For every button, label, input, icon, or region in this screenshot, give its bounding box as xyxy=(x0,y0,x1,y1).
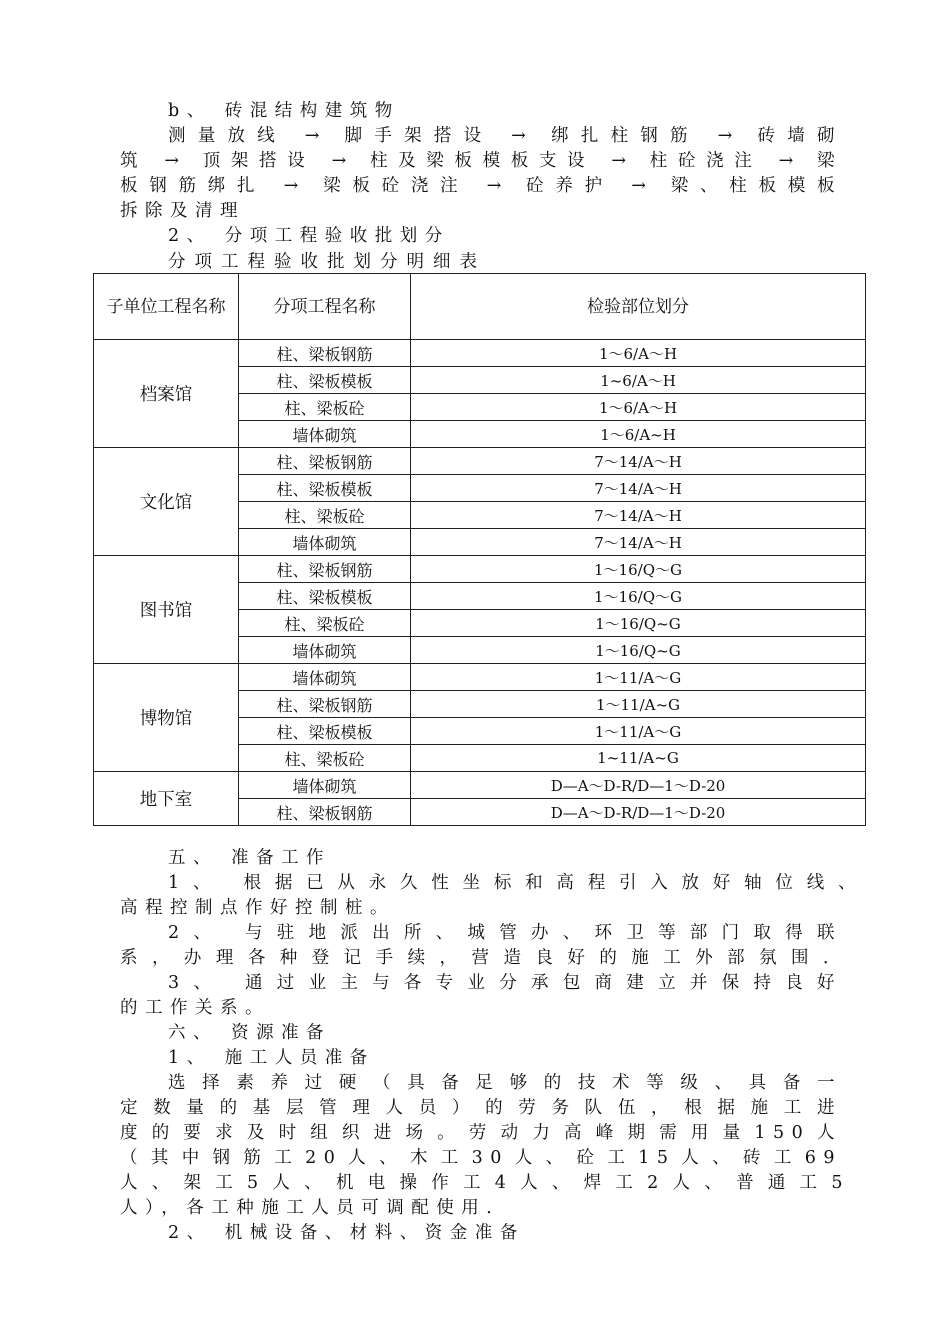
unit-cell: 档案馆 xyxy=(94,340,239,448)
item-cell: 柱、梁板钢筋 xyxy=(239,448,411,475)
header-sub-unit: 子单位工程名称 xyxy=(94,274,239,340)
range-cell: D—A～D-R/D—1～D-20 xyxy=(411,799,866,826)
table-row xyxy=(94,664,866,691)
section6-line-5: 人、架工5人、机电操作工4人、焊工2人、普通工5 xyxy=(120,1173,850,1193)
flow-line-3: 板钢筋绑扎 → 梁板砼浇注 → 砼养护 → 梁、柱板模板 xyxy=(120,176,842,196)
section6-line-2: 定数量的基层管理人员）的劳务队伍，根据施工进 xyxy=(120,1098,842,1118)
section6-line-4: （其中钢筋工20人、木工30人、砼工15人、砖工69 xyxy=(120,1148,842,1168)
range-cell: 1～16/Q～G xyxy=(411,583,866,610)
heading-b: b、 砖混结构建筑物 xyxy=(168,101,400,121)
range-cell: 1～11/A～G xyxy=(411,718,866,745)
section6-sub2: 2、 机械设备、材料、资金准备 xyxy=(168,1223,525,1243)
item-cell: 柱、梁板模板 xyxy=(239,583,411,610)
flow-line-2: 筑 → 顶架搭设 → 柱及梁板模板支设 → 柱砼浇注 → 梁 xyxy=(120,151,842,171)
section5-line-6: 的工作关系。 xyxy=(120,998,270,1018)
table-row xyxy=(94,448,866,475)
item-cell: 墙体砌筑 xyxy=(239,664,411,691)
item-cell: 柱、梁板钢筋 xyxy=(239,556,411,583)
item-cell: 柱、梁板模板 xyxy=(239,475,411,502)
section6-line-1: 选择素养过硬（具备足够的技术等级、具备一 xyxy=(168,1073,842,1093)
unit-cell: 图书馆 xyxy=(94,556,239,664)
item-cell: 墙体砌筑 xyxy=(239,529,411,556)
range-cell: 1~6/A～H xyxy=(411,367,866,394)
item-cell: 柱、梁板模板 xyxy=(239,718,411,745)
table-row xyxy=(94,340,866,367)
range-cell: 1～6/A～H xyxy=(411,340,866,367)
range-cell: D—A～D-R/D—1～D-20 xyxy=(411,772,866,799)
section5-line-3: 2、 与驻地派出所、城管办、环卫等部门取得联 xyxy=(168,923,842,943)
item-cell: 柱、梁板模板 xyxy=(239,367,411,394)
range-cell: 1～6/A～H xyxy=(411,394,866,421)
table-title: 分项工程验收批划分明细表 xyxy=(168,252,486,272)
item-cell: 柱、梁板钢筋 xyxy=(239,691,411,718)
table-header-row xyxy=(94,274,866,340)
section5-line-5: 3、 通过业主与各专业分承包商建立并保持良好 xyxy=(168,973,842,993)
section6-heading: 六、 资源准备 xyxy=(168,1023,332,1043)
flow-line-1: 测量放线 → 脚手架搭设 → 绑扎柱钢筋 → 砖墙砌 xyxy=(168,126,842,146)
range-cell: 1～16/Q~G xyxy=(411,610,866,637)
inspection-division-table xyxy=(93,273,866,826)
section6-line-6: 人），各工种施工人员可调配使用． xyxy=(120,1198,512,1218)
section5-line-2: 高程控制点作好控制桩。 xyxy=(120,898,395,918)
section5-line-4: 系，办理各种登记手续，营造良好的施工外部氛围． xyxy=(120,948,848,968)
range-cell: 1~11/A~G xyxy=(411,745,866,772)
table-row xyxy=(94,556,866,583)
flow-line-4: 拆除及清理 xyxy=(120,201,245,221)
section6-sub1: 1、 施工人员准备 xyxy=(168,1048,375,1068)
table-row xyxy=(94,772,866,799)
range-cell: 1～16/Q~G xyxy=(411,637,866,664)
range-cell: 1～16/Q～G xyxy=(411,556,866,583)
item-cell: 墙体砌筑 xyxy=(239,421,411,448)
item-cell: 墙体砌筑 xyxy=(239,772,411,799)
section6-line-3: 度的要求及时组织进场。劳动力高峰期需用量150人 xyxy=(120,1123,842,1143)
item-cell: 柱、梁板钢筋 xyxy=(239,799,411,826)
item-cell: 柱、梁板钢筋 xyxy=(239,340,411,367)
unit-cell: 博物馆 xyxy=(94,664,239,772)
header-range: 检验部位划分 xyxy=(411,274,866,340)
range-cell: 1～11/A～G xyxy=(411,664,866,691)
item-cell: 柱、梁板砼 xyxy=(239,394,411,421)
range-cell: 7～14/A～H xyxy=(411,475,866,502)
range-cell: 7～14/A～H xyxy=(411,529,866,556)
item-cell: 柱、梁板砼 xyxy=(239,502,411,529)
section5-heading: 五、 准备工作 xyxy=(168,848,332,868)
range-cell: 7～14/A～H xyxy=(411,448,866,475)
item-cell: 柱、梁板砼 xyxy=(239,610,411,637)
range-cell: 7～14/A～H xyxy=(411,502,866,529)
item-cell: 柱、梁板砼 xyxy=(239,745,411,772)
heading-2: 2、 分项工程验收批划分 xyxy=(168,226,450,246)
unit-cell: 文化馆 xyxy=(94,448,239,556)
unit-cell: 地下室 xyxy=(94,772,239,826)
item-cell: 墙体砌筑 xyxy=(239,637,411,664)
range-cell: 1～6/A~H xyxy=(411,421,866,448)
header-item: 分项工程名称 xyxy=(239,274,411,340)
range-cell: 1～11/A~G xyxy=(411,691,866,718)
section5-line-1: 1、 根据已从永久性坐标和高程引入放好轴位线、 xyxy=(168,873,863,893)
